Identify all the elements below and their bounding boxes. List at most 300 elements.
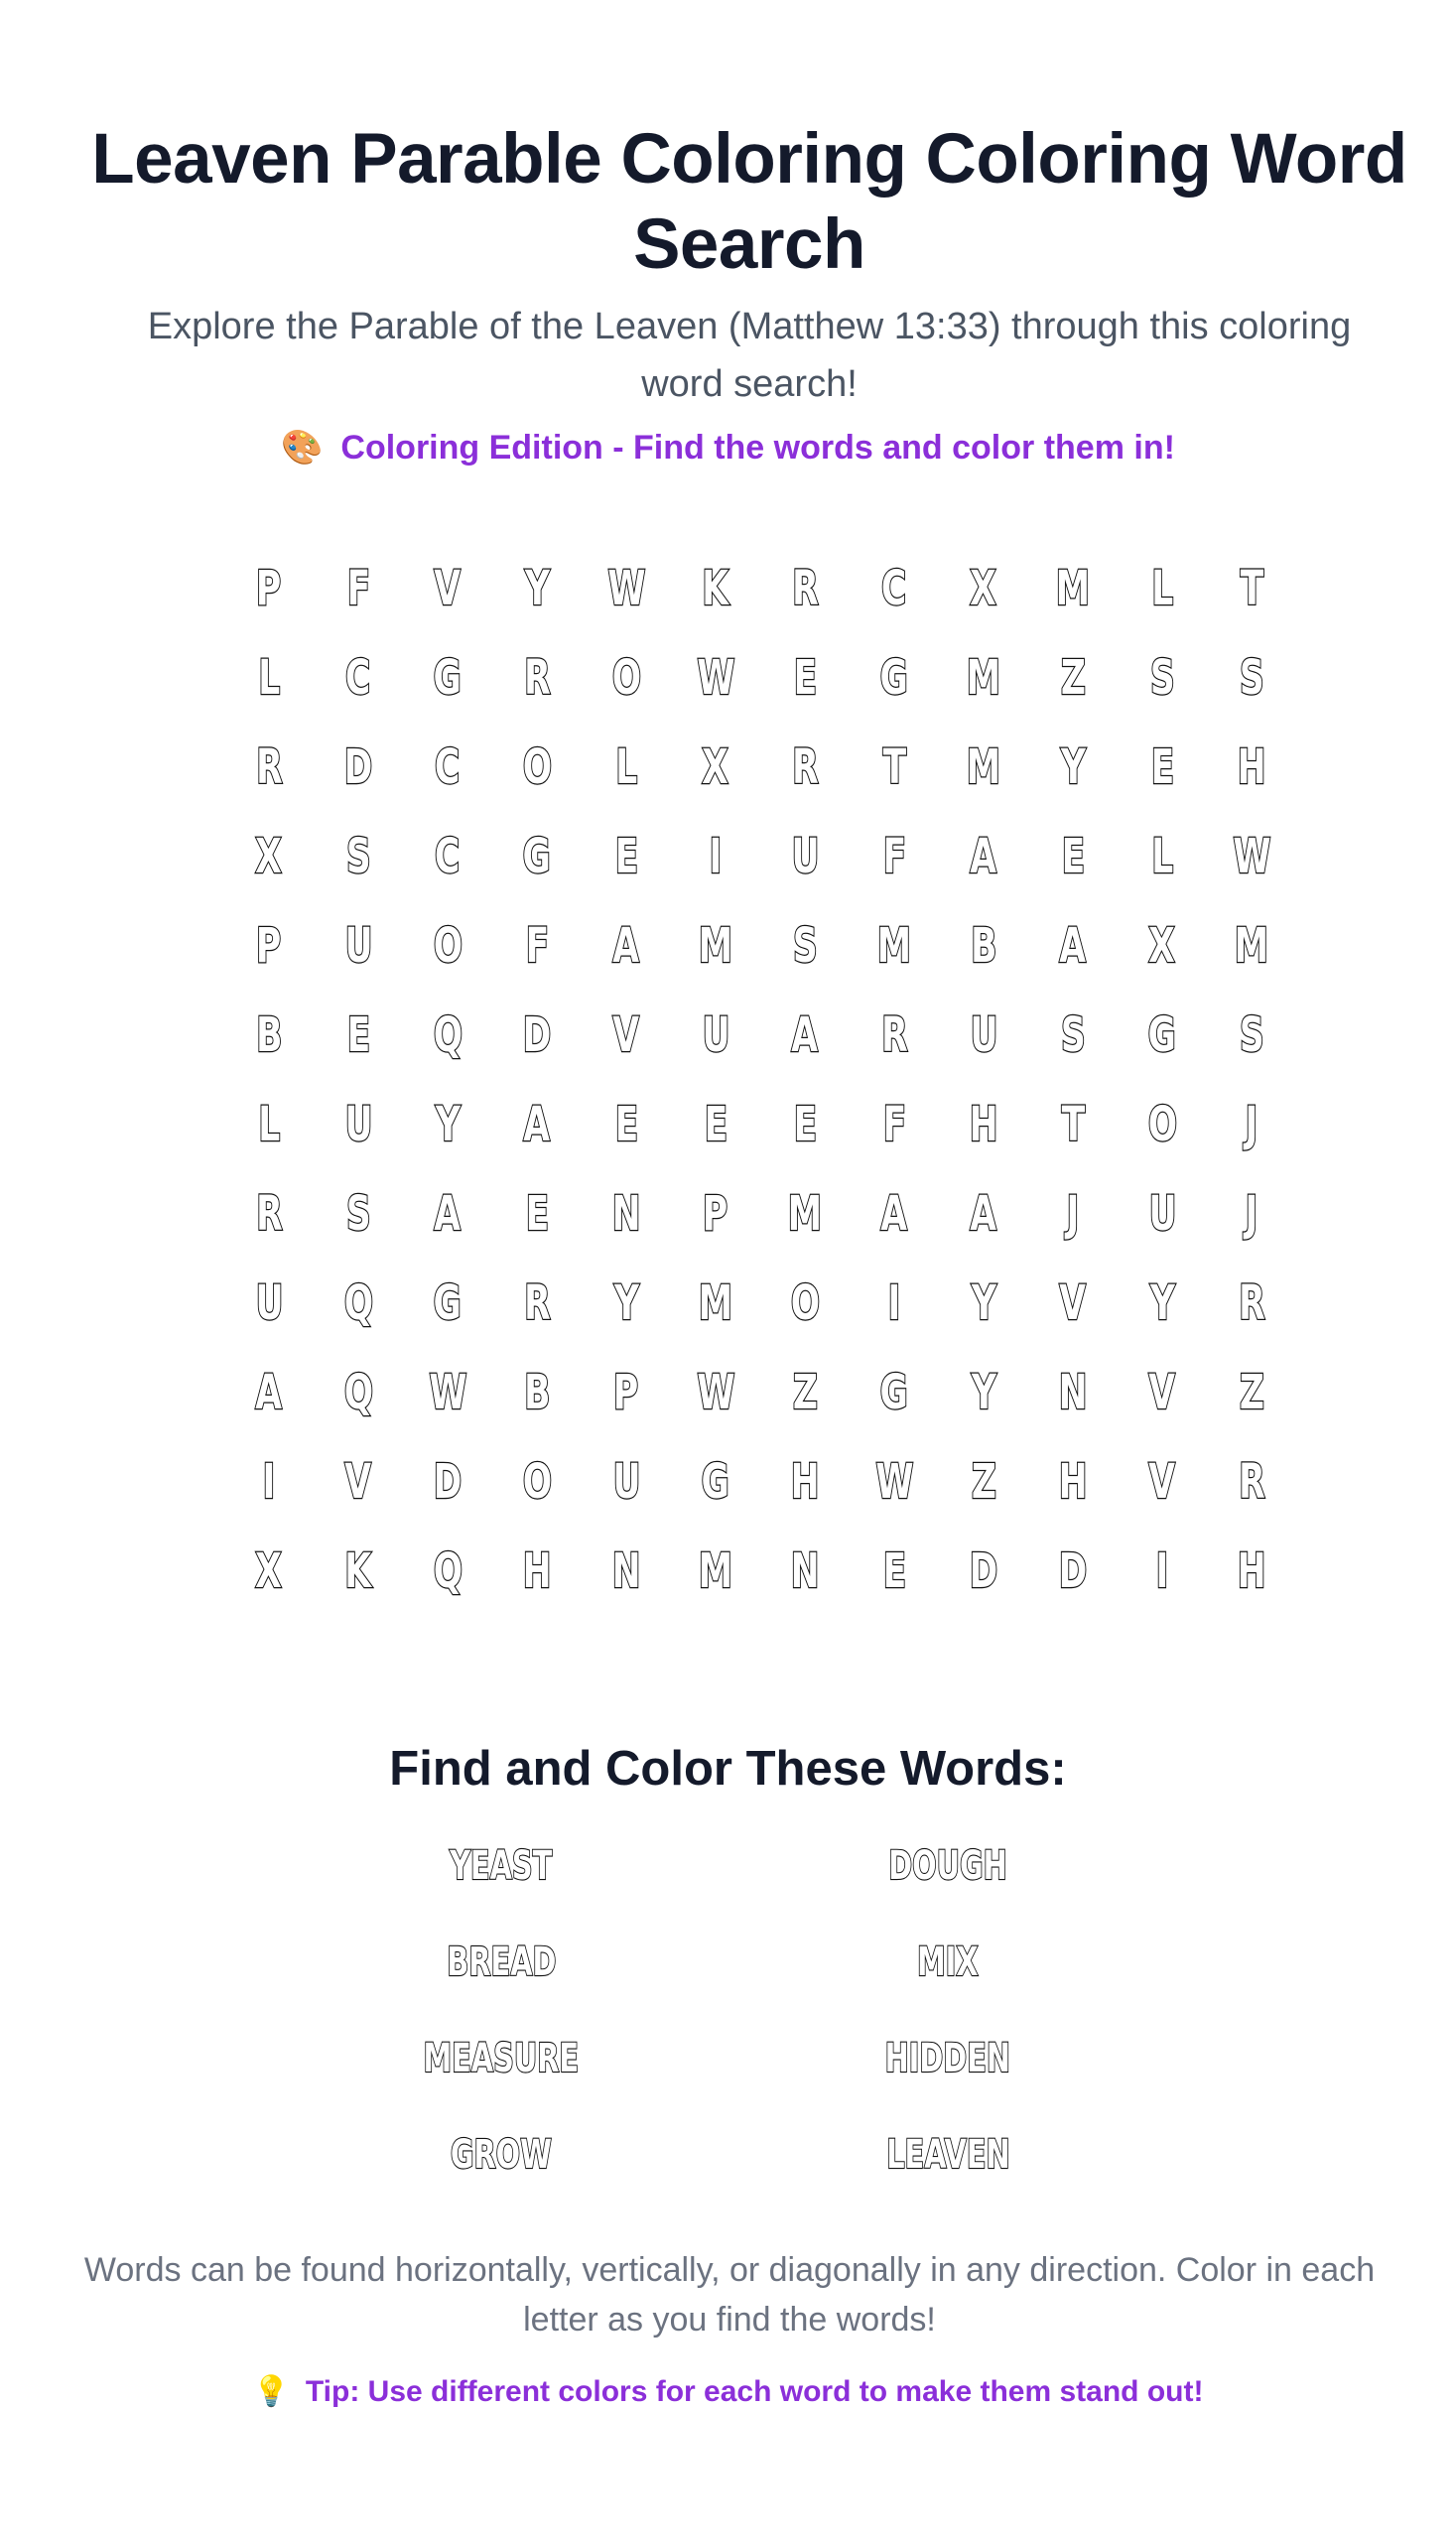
grid-cell[interactable] [582,723,671,812]
grid-cell[interactable] [1207,544,1296,633]
grid-cell[interactable] [314,1169,403,1259]
grid-cell[interactable] [1118,1259,1207,1348]
grid-cell[interactable] [582,544,671,633]
grid-letter: B [523,1365,551,1420]
grid-letter: S [1149,650,1175,706]
word-item [725,2029,1171,2125]
grid-cell[interactable] [492,812,582,901]
grid-letter: S [1239,1007,1264,1063]
grid-letter: O [522,739,552,795]
grid-letter: F [525,918,549,974]
grid-letter: F [346,561,370,616]
grid-letter: K [344,1543,372,1599]
grid-cell[interactable] [403,1259,492,1348]
grid-cell[interactable] [671,1259,760,1348]
grid-cell[interactable] [403,901,492,991]
grid-letter: E [793,1097,817,1152]
grid-letter: A [970,829,997,884]
grid-cell[interactable] [850,991,939,1080]
word-text: BREAD [446,1939,557,1985]
grid-letter: C [435,829,461,884]
grid-letter: F [882,829,906,884]
grid-cell[interactable] [850,633,939,723]
grid-letter: F [882,1097,906,1152]
grid-letter: H [790,1454,820,1510]
grid-letter: T [1061,1097,1085,1152]
grid-cell[interactable] [850,1169,939,1259]
word-text: MIX [917,1939,979,1985]
grid-cell[interactable] [314,991,403,1080]
grid-cell[interactable] [850,901,939,991]
grid-cell[interactable] [1118,723,1207,812]
grid-cell[interactable] [224,544,314,633]
grid-letter: Z [1239,1365,1264,1420]
grid-letter: X [255,829,283,884]
grid-cell[interactable] [1207,812,1296,901]
grid-cell[interactable] [671,1348,760,1437]
grid-cell[interactable] [1118,1437,1207,1527]
grid-cell[interactable] [1207,1259,1296,1348]
grid-letter: E [1061,829,1085,884]
grid-letter: R [791,739,819,795]
grid-letter: R [880,1007,908,1063]
grid-letter: E [614,829,638,884]
grid-letter: N [611,1543,641,1599]
grid-cell[interactable] [850,1259,939,1348]
grid-letter: D [433,1454,463,1510]
grid-cell[interactable] [1028,901,1118,991]
grid-cell[interactable] [1028,723,1118,812]
grid-cell[interactable] [1028,812,1118,901]
grid-cell[interactable] [1118,1169,1207,1259]
grid-letter: L [1150,561,1174,616]
grid-cell[interactable] [671,1169,760,1259]
grid-letter: V [1059,1275,1087,1331]
word-item [725,2125,1171,2221]
grid-letter: O [790,1275,820,1331]
grid-cell[interactable] [939,1259,1028,1348]
grid-letter: D [1058,1543,1088,1599]
grid-letter: C [345,650,371,706]
grid-cell[interactable] [1118,991,1207,1080]
grid-letter: M [698,918,733,974]
grid-letter: G [1147,1007,1177,1063]
grid-cell[interactable] [224,991,314,1080]
grid-letter: Q [433,1007,463,1063]
grid-letter: A [255,1365,283,1420]
grid-letter: O [522,1454,552,1510]
word-item [725,1836,1171,1933]
grid-cell[interactable] [314,901,403,991]
grid-letter: O [1147,1097,1177,1152]
grid-cell[interactable] [760,812,850,901]
grid-letter: B [255,1007,283,1063]
grid-letter: J [1245,1097,1258,1152]
grid-letter: E [882,1543,906,1599]
grid-letter: M [698,1543,733,1599]
grid-letter: A [791,1007,819,1063]
grid-cell[interactable] [671,991,760,1080]
grid-letter: Q [343,1275,373,1331]
grid-letter: S [345,1186,371,1242]
grid-cell[interactable] [403,1527,492,1616]
grid-letter: R [255,1186,283,1242]
grid-letter: M [966,650,1001,706]
grid-cell[interactable] [671,1437,760,1527]
grid-letter: S [792,918,818,974]
grid-cell[interactable] [939,1080,1028,1169]
grid-cell[interactable] [760,901,850,991]
grid-cell[interactable] [582,812,671,901]
grid-letter: I [262,1454,276,1510]
grid-letter: Y [1149,1275,1175,1331]
grid-letter: P [703,1186,728,1242]
word-text: GROW [450,2132,553,2178]
page-title: Leaven Parable Coloring Coloring Word Search [91,120,1407,284]
grid-cell[interactable] [224,812,314,901]
letter-grid [224,544,1296,1616]
grid-cell[interactable] [224,1259,314,1348]
grid-letter: J [1066,1186,1080,1242]
grid-letter: Z [792,1365,818,1420]
grid-cell[interactable] [1028,1169,1118,1259]
grid-cell[interactable] [582,1259,671,1348]
tip-banner [0,2370,1456,2414]
grid-cell[interactable] [314,812,403,901]
grid-cell[interactable] [1207,1527,1296,1616]
grid-cell[interactable] [492,1169,582,1259]
grid-letter: B [970,918,997,974]
grid-letter: R [523,650,551,706]
grid-cell[interactable] [760,633,850,723]
grid-letter: R [523,1275,551,1331]
grid-letter: Y [613,1275,639,1331]
grid-letter: O [611,650,641,706]
word-text: LEAVEN [885,2132,1010,2178]
grid-letter: E [1150,739,1174,795]
grid-letter: E [614,1097,638,1152]
grid-cell[interactable] [582,1080,671,1169]
grid-letter: X [255,1543,283,1599]
grid-cell[interactable] [1118,1527,1207,1616]
grid-letter: A [523,1097,551,1152]
grid-letter: U [254,1275,284,1331]
word-item [278,2125,725,2221]
grid-letter: I [887,1275,901,1331]
grid-letter: H [522,1543,552,1599]
grid-cell[interactable] [939,633,1028,723]
grid-cell[interactable] [314,633,403,723]
word-text: DOUGH [888,1843,1007,1889]
grid-cell[interactable] [1207,1080,1296,1169]
grid-letter: R [1238,1454,1265,1510]
grid-cell[interactable] [1028,544,1118,633]
grid-cell[interactable] [403,723,492,812]
grid-cell[interactable] [671,544,760,633]
grid-cell[interactable] [582,633,671,723]
grid-letter: G [522,829,552,884]
grid-letter: G [433,1275,463,1331]
grid-cell[interactable] [760,1527,850,1616]
grid-cell[interactable] [1118,633,1207,723]
grid-cell[interactable] [314,1348,403,1437]
grid-letter: D [969,1543,998,1599]
grid-cell[interactable] [1207,1437,1296,1527]
word-list-title: Find and Color These Words: [389,1742,1067,1796]
grid-cell[interactable] [224,1080,314,1169]
grid-letter: A [434,1186,462,1242]
word-text: MEASURE [423,2036,580,2081]
grid-letter: X [970,561,997,616]
grid-cell[interactable] [1207,901,1296,991]
grid-letter: N [611,1186,641,1242]
grid-cell[interactable] [582,1527,671,1616]
grid-letter: T [1240,561,1263,616]
grid-cell[interactable] [671,901,760,991]
grid-cell[interactable] [850,544,939,633]
grid-cell[interactable] [850,1080,939,1169]
grid-cell[interactable] [939,901,1028,991]
grid-cell[interactable] [760,1169,850,1259]
grid-cell[interactable] [1028,1080,1118,1169]
grid-cell[interactable] [492,1259,582,1348]
grid-letter: S [1239,650,1264,706]
edition-banner [0,425,1456,470]
grid-cell[interactable] [403,812,492,901]
grid-letter: L [1150,829,1174,884]
grid-letter: U [1147,1186,1177,1242]
grid-cell[interactable] [1028,633,1118,723]
grid-letter: L [257,1097,281,1152]
grid-letter: G [879,1365,909,1420]
grid-letter: T [882,739,906,795]
grid-letter: V [1148,1365,1176,1420]
grid-cell[interactable] [224,1169,314,1259]
grid-cell[interactable] [939,544,1028,633]
grid-letter: W [696,1365,735,1420]
word-text: YEAST [450,1843,553,1889]
grid-cell[interactable] [1118,544,1207,633]
grid-letter: W [874,1454,914,1510]
grid-cell[interactable] [314,723,403,812]
word-item [278,1836,725,1933]
palette-icon: 🎨 [281,429,324,467]
grid-letter: R [255,739,283,795]
grid-cell[interactable] [1028,1437,1118,1527]
grid-cell[interactable] [1207,633,1296,723]
grid-letter: H [1058,1454,1088,1510]
grid-letter: L [257,650,281,706]
grid-letter: Y [971,1365,996,1420]
grid-letter: R [791,561,819,616]
grid-letter: C [435,739,461,795]
grid-letter: Q [343,1365,373,1420]
grid-letter: Y [1060,739,1086,795]
grid-cell[interactable] [1207,1169,1296,1259]
grid-cell[interactable] [760,723,850,812]
grid-letter: V [1148,1454,1176,1510]
grid-cell[interactable] [314,1437,403,1527]
grid-cell[interactable] [314,1080,403,1169]
grid-cell[interactable] [224,723,314,812]
grid-letter: E [704,1097,728,1152]
grid-cell[interactable] [1028,991,1118,1080]
grid-cell[interactable] [492,633,582,723]
edition-text: Coloring Edition - Find the words and color them in! [340,429,1175,467]
grid-letter: E [346,1007,370,1063]
grid-letter: D [343,739,373,795]
grid-cell[interactable] [224,1527,314,1616]
grid-cell[interactable] [1028,1348,1118,1437]
grid-letter: G [433,650,463,706]
grid-letter: I [709,829,723,884]
grid-letter: H [969,1097,998,1152]
word-item [278,1933,725,2029]
grid-cell[interactable] [671,812,760,901]
grid-cell[interactable] [671,723,760,812]
grid-cell[interactable] [850,1348,939,1437]
grid-cell[interactable] [939,1348,1028,1437]
grid-cell[interactable] [760,1348,850,1437]
grid-cell[interactable] [403,544,492,633]
grid-cell[interactable] [939,991,1028,1080]
grid-cell[interactable] [1118,1348,1207,1437]
grid-cell[interactable] [1118,812,1207,901]
grid-letter: S [1060,1007,1086,1063]
grid-cell[interactable] [582,1437,671,1527]
grid-letter: M [787,1186,823,1242]
grid-cell[interactable] [939,1527,1028,1616]
grid-letter: E [793,650,817,706]
grid-cell[interactable] [403,1169,492,1259]
grid-cell[interactable] [850,812,939,901]
grid-cell[interactable] [403,1080,492,1169]
grid-letter: G [701,1454,730,1510]
grid-cell[interactable] [1207,991,1296,1080]
grid-cell[interactable] [314,544,403,633]
grid-letter: A [1059,918,1087,974]
grid-cell[interactable] [492,1348,582,1437]
grid-cell[interactable] [492,544,582,633]
grid-cell[interactable] [492,1080,582,1169]
grid-letter: U [611,1454,641,1510]
grid-letter: U [969,1007,998,1063]
grid-cell[interactable] [492,1527,582,1616]
grid-letter: P [256,918,282,974]
grid-letter: H [1237,739,1266,795]
grid-cell[interactable] [403,1348,492,1437]
tip-text: Tip: Use different colors for each word to make them stand out! [305,2375,1204,2408]
grid-cell[interactable] [760,991,850,1080]
grid-letter: S [345,829,371,884]
grid-letter: E [525,1186,549,1242]
grid-letter: U [701,1007,730,1063]
grid-cell[interactable] [492,723,582,812]
grid-cell[interactable] [1028,1527,1118,1616]
grid-cell[interactable] [314,1527,403,1616]
grid-cell[interactable] [314,1259,403,1348]
grid-cell[interactable] [582,991,671,1080]
grid-letter: X [1148,918,1176,974]
grid-cell[interactable] [224,633,314,723]
grid-cell[interactable] [850,723,939,812]
grid-cell[interactable] [492,901,582,991]
grid-cell[interactable] [671,1527,760,1616]
grid-letter: P [256,561,282,616]
grid-cell[interactable] [1118,901,1207,991]
grid-cell[interactable] [671,1080,760,1169]
grid-letter: G [879,650,909,706]
grid-cell[interactable] [1028,1259,1118,1348]
grid-cell[interactable] [582,1348,671,1437]
grid-letter: M [698,1275,733,1331]
grid-cell[interactable] [850,1527,939,1616]
grid-letter: Q [433,1543,463,1599]
lightbulb-icon: 💡 [252,2375,290,2408]
grid-letter: Z [971,1454,996,1510]
grid-letter: A [880,1186,908,1242]
grid-cell[interactable] [582,901,671,991]
grid-cell[interactable] [403,633,492,723]
grid-cell[interactable] [939,1437,1028,1527]
grid-letter: W [1232,829,1271,884]
instructions-text: Words can be found horizontally, vertically, or diagonally in any direction. Color in each letter as you find the words! [83,2251,1376,2339]
grid-letter: N [1058,1365,1088,1420]
grid-letter: J [1245,1186,1258,1242]
grid-cell[interactable] [403,1437,492,1527]
grid-cell[interactable] [224,1348,314,1437]
grid-cell[interactable] [224,1437,314,1527]
grid-letter: O [433,918,463,974]
word-item [278,2029,725,2125]
grid-letter: L [614,739,638,795]
grid-letter: H [1237,1543,1266,1599]
grid-letter: W [606,561,646,616]
grid-cell[interactable] [492,1437,582,1527]
grid-letter: Y [524,561,550,616]
grid-letter: M [876,918,912,974]
grid-cell[interactable] [492,991,582,1080]
grid-letter: V [344,1454,372,1510]
grid-letter: I [1155,1543,1169,1599]
grid-letter: U [343,1097,373,1152]
grid-letter: D [522,1007,552,1063]
grid-cell[interactable] [939,723,1028,812]
grid-cell[interactable] [582,1169,671,1259]
grid-cell[interactable] [1207,723,1296,812]
grid-cell[interactable] [224,901,314,991]
grid-cell[interactable] [760,1080,850,1169]
word-text: HIDDEN [884,2036,1011,2081]
grid-letter: A [612,918,640,974]
grid-letter: W [428,1365,467,1420]
grid-cell[interactable] [403,991,492,1080]
grid-letter: N [790,1543,820,1599]
grid-cell[interactable] [760,1437,850,1527]
grid-cell[interactable] [939,1169,1028,1259]
grid-cell[interactable] [1118,1080,1207,1169]
grid-letter: M [966,739,1001,795]
grid-letter: M [1234,918,1269,974]
grid-cell[interactable] [939,812,1028,901]
grid-cell[interactable] [850,1437,939,1527]
grid-cell[interactable] [760,544,850,633]
grid-cell[interactable] [760,1259,850,1348]
grid-cell[interactable] [1207,1348,1296,1437]
word-list [278,1836,1171,2221]
grid-letter: A [970,1186,997,1242]
grid-cell[interactable] [671,633,760,723]
